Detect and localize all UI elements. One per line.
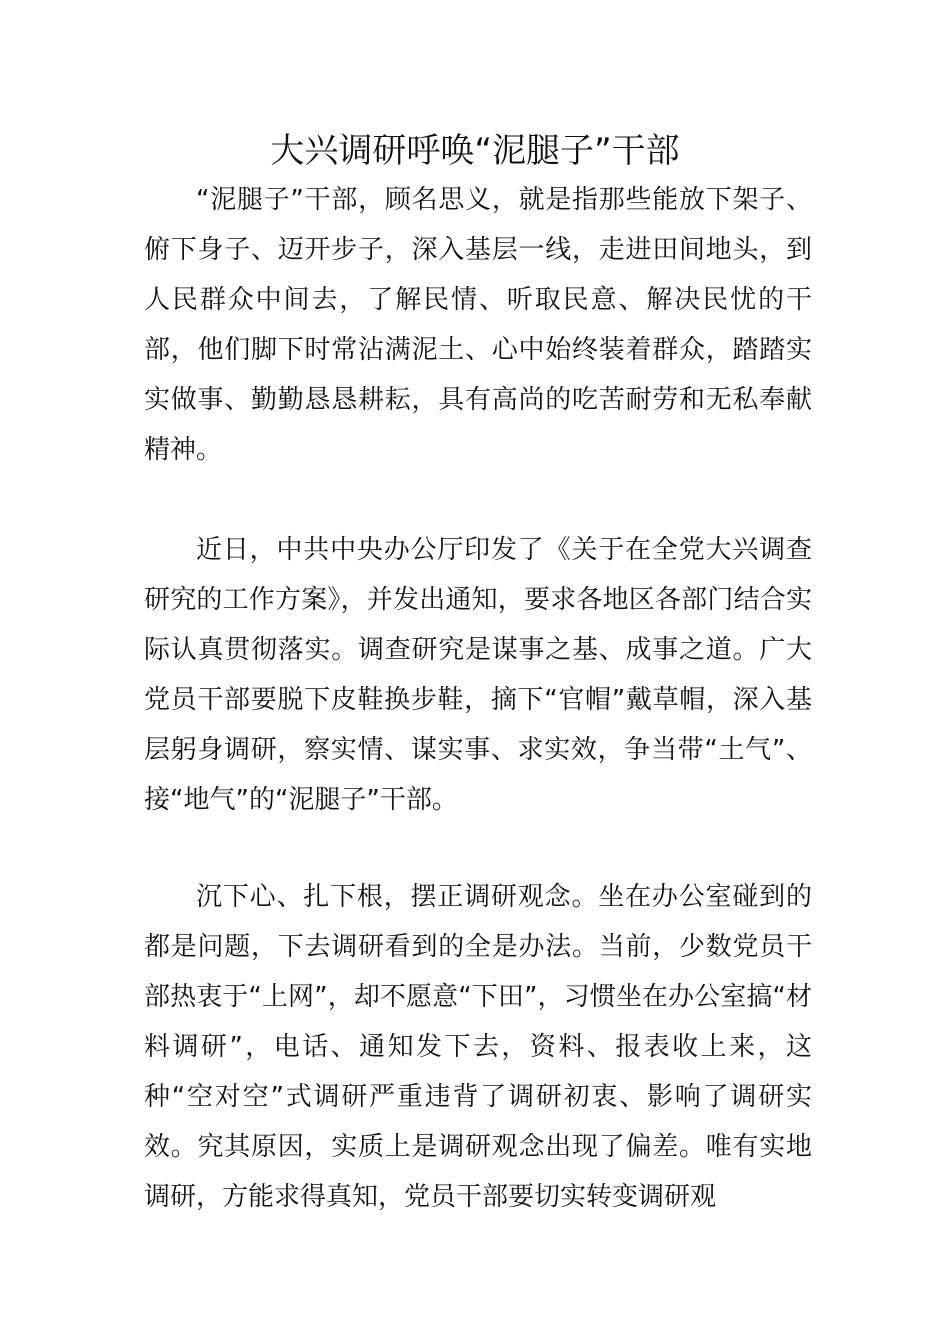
document-title: 大兴调研呼唤“泥腿子”干部 [270, 131, 680, 171]
paragraph-2: 近日，中共中央办公厅印发了《关于在全党大兴调查研究的工作方案》，并发出通知，要求各地区各部门结合实际认真贯彻落实。调查研究是谋事之基、成事之道。广大党员干部要脱下皮鞋换步鞋，摘下“官帽”戴草帽，深入基层躬身调研，察实情、谋实事、求实效，争当带“土气”、接“地气”的“泥腿子”干部。 [144, 535, 812, 815]
paragraph-1: “泥腿子”干部，顾名思义，就是指那些能放下架子、俯下身子、迈开步子，深入基层一线，走进田间地头，到人民群众中间去，了解民情、听取民意、解决民忧的干部，他们脚下时常沾满泥土、心中始终装着群众，踏踏实实做事、勤勤恳恳耕耘，具有高尚的吃苦耐劳和无私奉献精神。 [144, 185, 812, 465]
paragraph-3: 沉下心、扎下根，摆正调研观念。坐在办公室碰到的都是问题，下去调研看到的全是办法。当前，少数党员干部热衷于“上网”，却不愿意“下田”，习惯坐在办公室搞“材料调研”，电话、通知发下去，资料、报表收上来，这种“空对空”式调研严重违背了调研初衷、影响了调研实效。究其原因，实质上是调研观念出现了偏差。唯有实地调研，方能求得真知，党员干部要切实转变调研观 [144, 882, 812, 1212]
